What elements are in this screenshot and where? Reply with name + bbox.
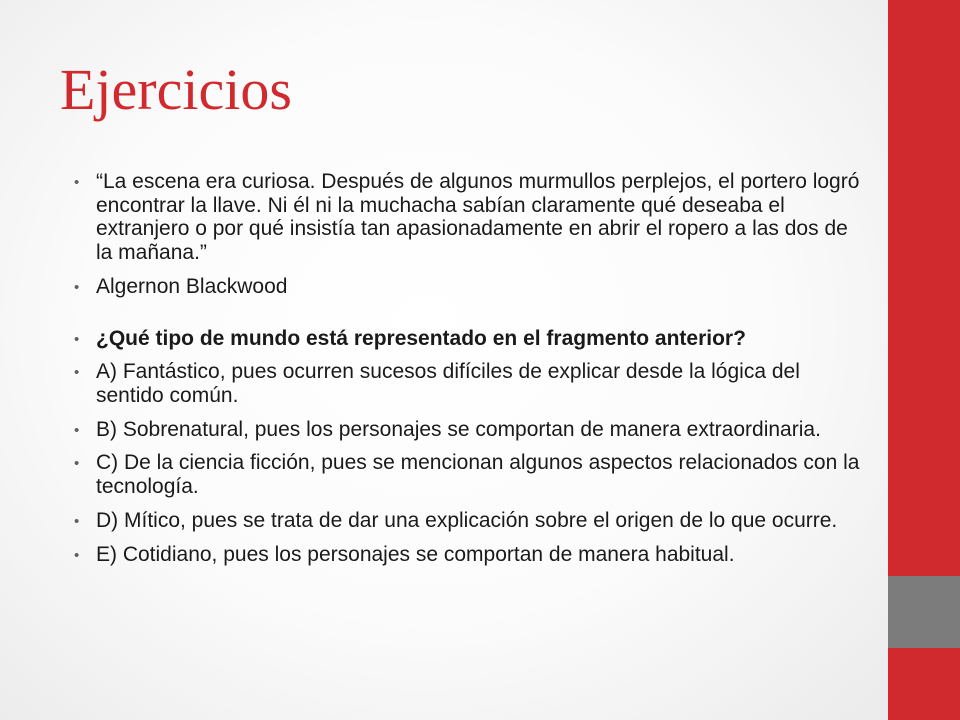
accent-bar-red [888,0,960,576]
bullet-marker: • [74,330,80,348]
bullet-marker: • [74,455,80,473]
bullet-option-b [74,418,864,442]
bullet-text: D) Mítico, pues se trata de dar una explicación sobre el origen de lo que ocurre. [96,508,838,532]
bullet-marker: • [74,278,80,296]
bullet-marker: • [74,512,80,530]
bullet-quote [74,170,864,265]
bullet-option-e [74,543,864,567]
bullet-text: C) De la ciencia ficción, pues se mencionan algunos aspectos relacionados con la tecnología. [96,451,860,499]
question-text: ¿Qué tipo de mundo está representado en el fragmento anterior? [96,326,746,350]
bullet-option-a [74,360,864,407]
bullet-marker: • [74,174,80,191]
bullet-text: A) Fantástico, pues ocurren sucesos difíciles de explicar desde la lógica del sentido común. [96,360,800,408]
bullet-text: “La escena era curiosa. Después de algunos murmullos perplejos, el portero logró encontrar la llave. Ni él ni la muchacha sabían claramente qué deseaba el extranjero o por qué insistía tan apasionadamente en abrir el ropero a las dos de la mañana.” [96,170,860,265]
bullet-option-d [74,509,864,533]
slide-title: Ejercicios [60,57,292,122]
bullet-marker: • [74,364,80,382]
bullet-marker: • [74,421,80,439]
bullet-list [74,170,864,566]
bullet-question [74,327,864,351]
accent-bar-red-bottom [888,648,960,720]
bullet-text: E) Cotidiano, pues los personajes se comportan de manera habitual. [96,542,735,566]
bullet-option-c [74,451,864,498]
bullet-text: Algernon Blackwood [96,274,288,298]
bullet-text: B) Sobrenatural, pues los personajes se comportan de manera extraordinaria. [96,417,821,441]
bullet-marker: • [74,546,80,564]
bullet-author [74,275,864,299]
accent-bar-gray [888,576,960,648]
